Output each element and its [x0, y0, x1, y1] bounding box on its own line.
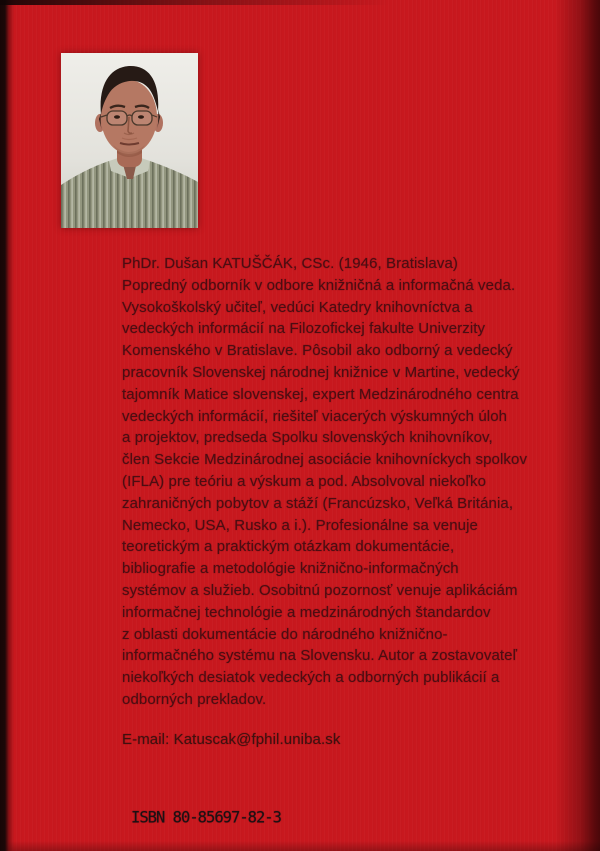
- bio-line: z oblasti dokumentácie do národného knižnično-: [122, 625, 448, 643]
- bio-line: PhDr. Dušan KATUŠČÁK, CSc. (1946, Bratislava): [122, 255, 459, 272]
- bio-line: tajomník Matice slovenskej, expert Medzinárodného centra: [122, 385, 519, 403]
- bio-line: informačného systému na Slovensku. Autor a zostavovateľ: [122, 647, 518, 665]
- author-portrait-illustration: [61, 53, 198, 228]
- bio-line: Nemecko, USA, Rusko a i.). Profesionálne sa venuje: [122, 516, 478, 534]
- bio-line: a projektov, predseda Spolku slovenských knihovníkov,: [122, 429, 493, 447]
- scan-edge-right-shadow: [555, 0, 600, 851]
- bio-line: systémov a služieb. Osobitnú pozornosť venuje aplikáciám: [122, 581, 518, 599]
- scan-edge-left: [0, 0, 14, 851]
- isbn-number: ISBN 80-85697-82-3: [131, 808, 281, 827]
- bio-line: odborných prekladov.: [122, 690, 267, 708]
- bio-line: (IFLA) pre teóriu a výskum a pod. Absolvoval niekoľko: [122, 472, 487, 490]
- scan-edge-top: [0, 0, 600, 5]
- bio-line: vedeckých informácií na Filozofickej fakulte Univerzity: [122, 320, 486, 338]
- bio-line: zahraničných pobytov a stáží (Francúzsko, Veľká Británia,: [122, 494, 514, 512]
- scan-edge-bottom-shadow: [0, 841, 600, 851]
- bio-line: vedeckých informácií, riešiteľ viacerých výskumných úloh: [122, 407, 508, 425]
- bio-line: pracovník Slovenskej národnej knižnice v Martine, vedecký: [122, 363, 520, 381]
- email-line: E-mail: Katuscak@fphil.uniba.sk: [122, 731, 341, 748]
- bio-line: teoretickým a praktickým otázkam dokumentácie,: [122, 538, 455, 556]
- author-biography-text: [122, 253, 536, 711]
- bio-line: informačnej technológie a medzinárodných štandardov: [122, 603, 491, 621]
- bio-line: bibliografie a metodológie knižnično-informačných: [122, 560, 459, 578]
- bio-line: Vysokoškolský učiteľ, vedúci Katedry knihovníctva a: [122, 298, 473, 316]
- bio-line: Komenského v Bratislave. Pôsobil ako odborný a vedecký: [122, 342, 513, 360]
- author-photo: [61, 53, 198, 228]
- bio-line: člen Sekcie Medzinárodnej asociácie knihovníckych spolkov: [122, 451, 528, 469]
- bio-line: Popredný odborník v odbore knižničná a informačná veda.: [122, 276, 516, 294]
- bio-line: niekoľkých desiatok vedeckých a odborných publikácií a: [122, 669, 500, 687]
